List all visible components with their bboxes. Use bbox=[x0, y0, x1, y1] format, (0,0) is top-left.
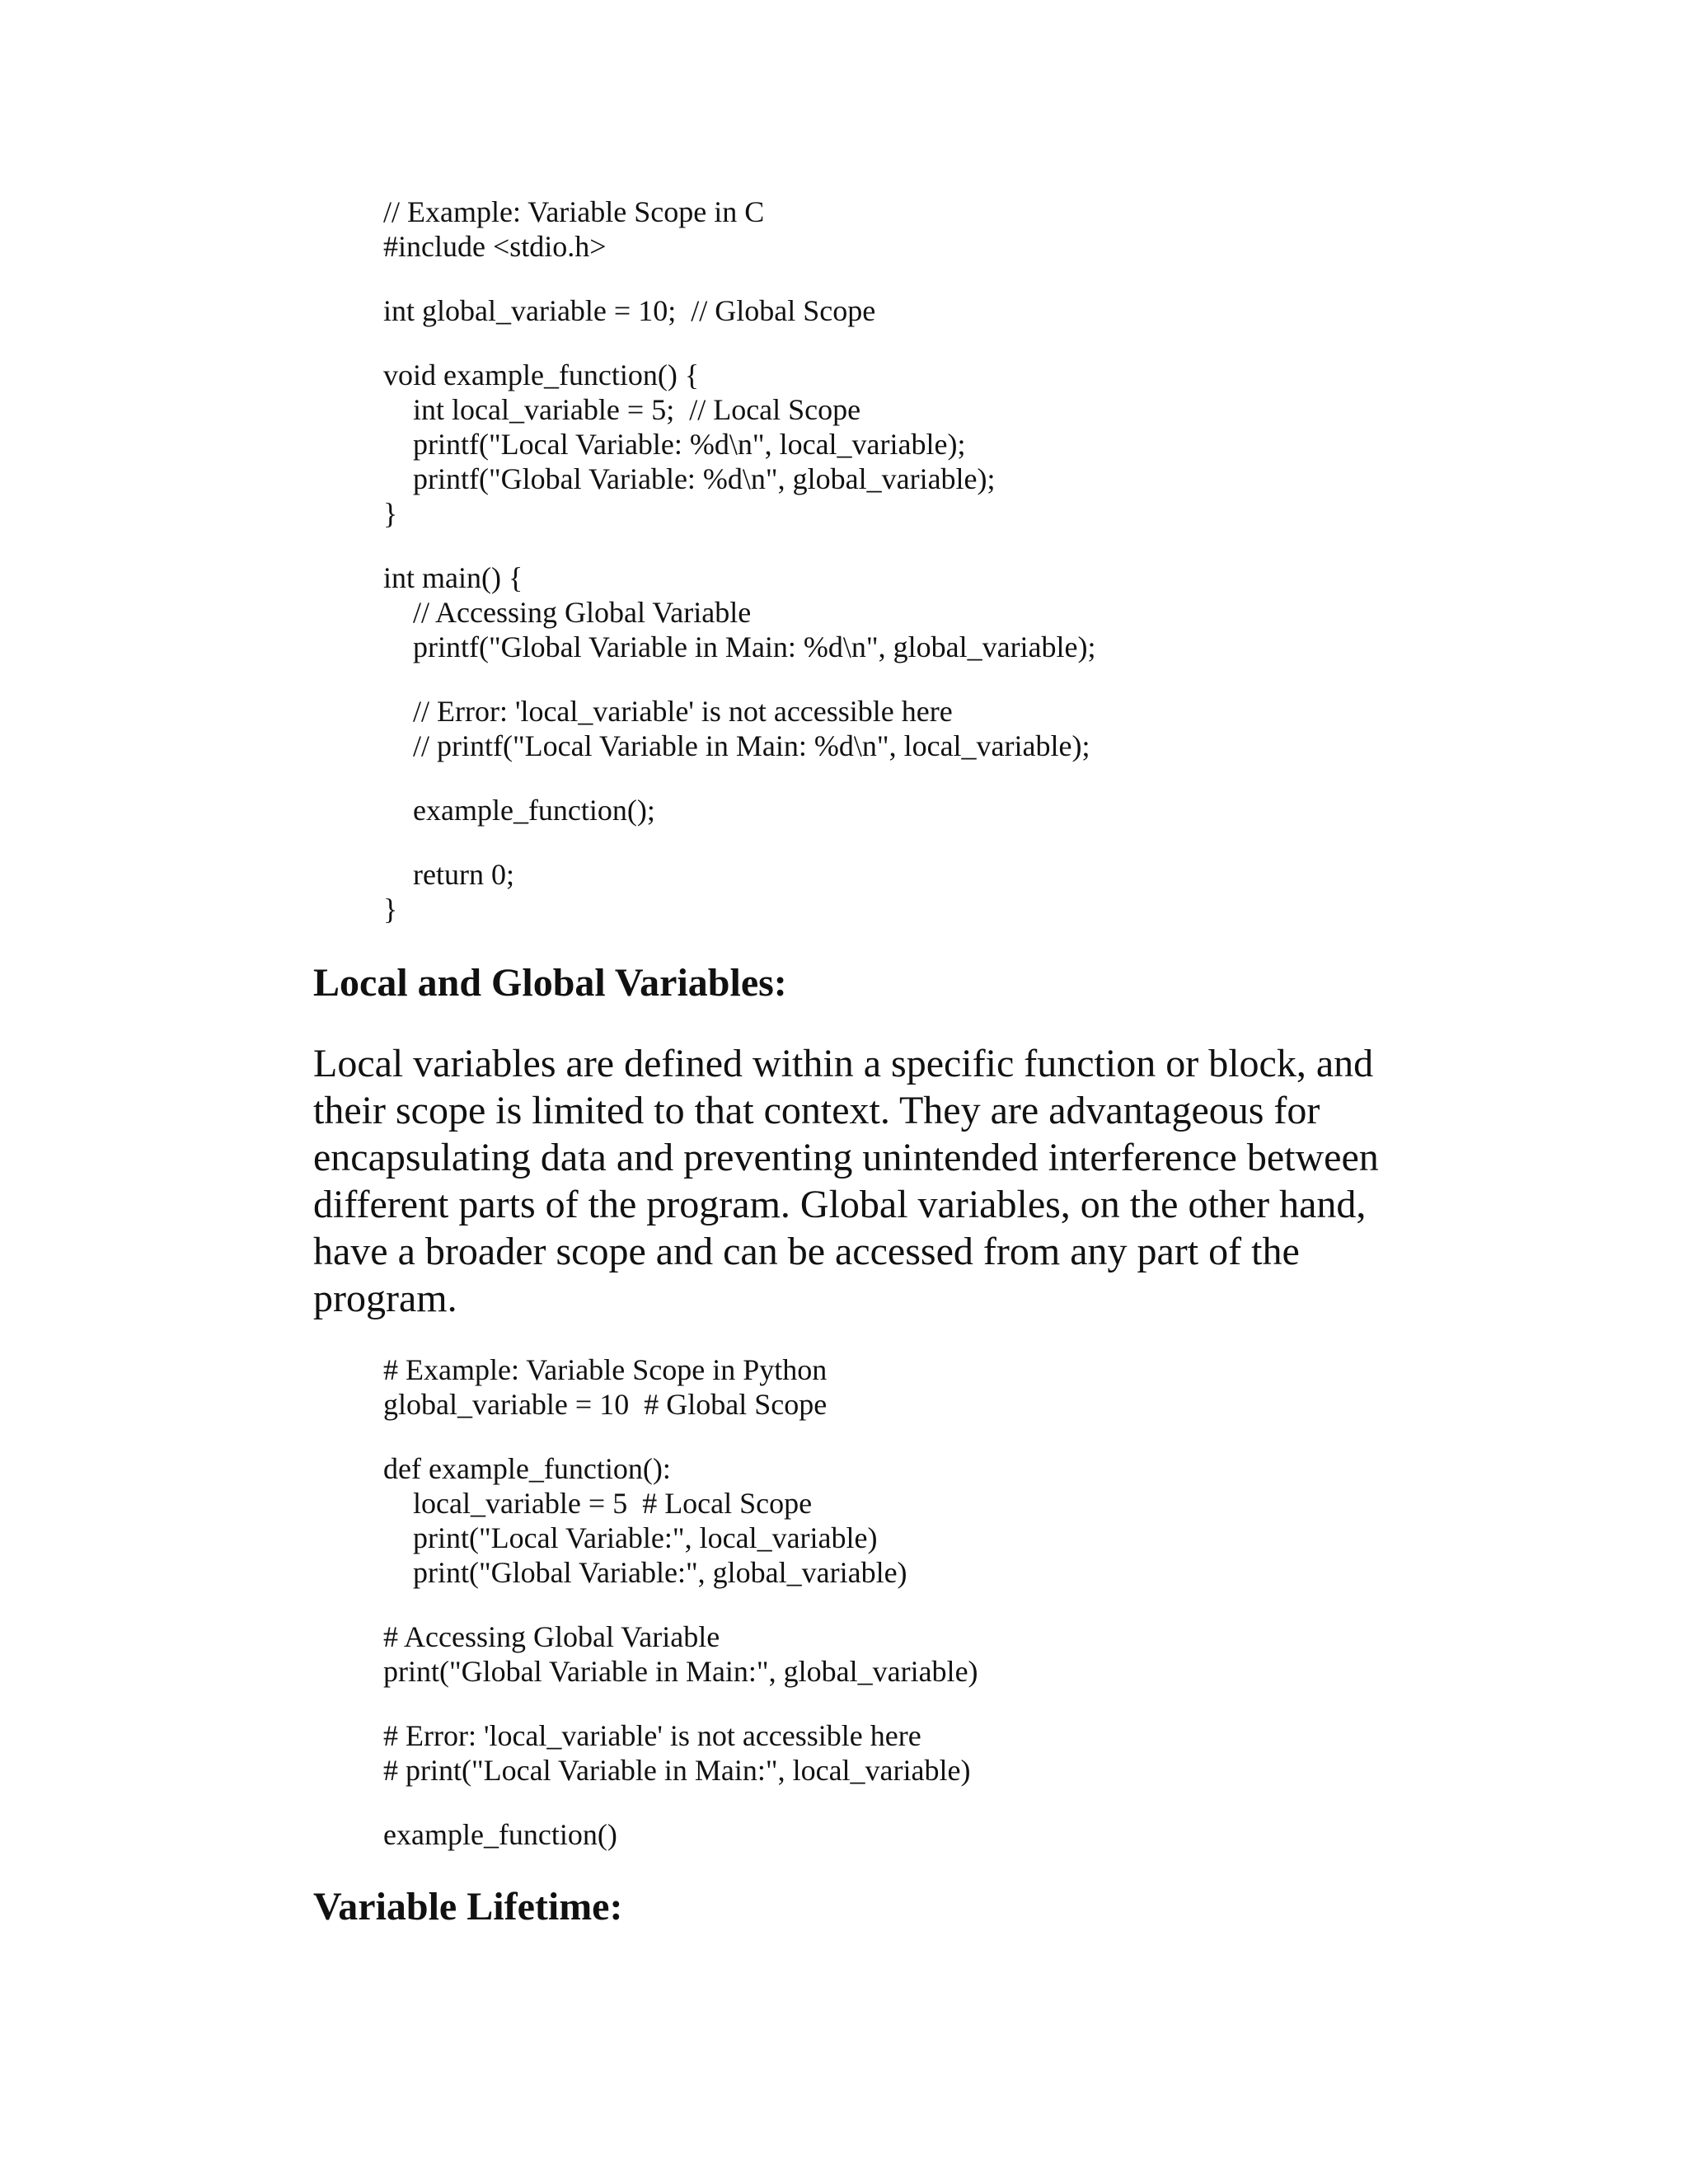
c-code-example bbox=[383, 194, 1096, 926]
c-code-line: // Error: 'local_variable' is not accessible here bbox=[383, 695, 953, 728]
python-code-blank-line bbox=[383, 1422, 978, 1451]
c-code-line: int main() { bbox=[383, 561, 523, 594]
c-code-line: } bbox=[383, 893, 398, 926]
c-code-line: #include <stdio.h> bbox=[383, 230, 607, 263]
python-code-blank-line bbox=[383, 1788, 978, 1817]
heading-local-global-variables: Local and Global Variables: bbox=[313, 961, 787, 1005]
python-code-line: print("Local Variable:", local_variable) bbox=[383, 1521, 878, 1554]
paragraph-line: their scope is limited to that context. They are advantageous for bbox=[313, 1089, 1320, 1132]
paragraph-line: program. bbox=[313, 1277, 457, 1320]
paragraph-line: encapsulating data and preventing unintended interference between bbox=[313, 1136, 1379, 1179]
c-code-line: } bbox=[383, 497, 398, 530]
c-code-blank-line bbox=[383, 763, 1096, 793]
c-code-blank-line bbox=[383, 664, 1096, 694]
python-code-line: print("Global Variable in Main:", global_variable) bbox=[383, 1655, 978, 1688]
paragraph-line: Local variables are defined within a specific function or block, and bbox=[313, 1042, 1374, 1085]
python-code-line: global_variable = 10 # Global Scope bbox=[383, 1388, 828, 1421]
paragraph-local-global-variables bbox=[313, 1040, 1434, 1322]
python-code-example bbox=[383, 1352, 978, 1852]
python-code-line: # Example: Variable Scope in Python bbox=[383, 1353, 828, 1386]
c-code-line: printf("Global Variable in Main: %d\n", global_variable); bbox=[383, 630, 1096, 663]
c-code-line: // Example: Variable Scope in C bbox=[383, 195, 765, 228]
c-code-line: printf("Local Variable: %d\n", local_variable); bbox=[383, 428, 966, 461]
heading-variable-lifetime: Variable Lifetime: bbox=[313, 1885, 623, 1929]
python-code-line: local_variable = 5 # Local Scope bbox=[383, 1487, 813, 1520]
python-code-line: # Accessing Global Variable bbox=[383, 1620, 720, 1653]
c-code-line: example_function(); bbox=[383, 794, 655, 827]
c-code-line: printf("Global Variable: %d\n", global_variable); bbox=[383, 462, 996, 495]
c-code-line: // Accessing Global Variable bbox=[383, 596, 752, 629]
c-code-line: void example_function() { bbox=[383, 359, 700, 391]
c-code-line: // printf("Local Variable in Main: %d\n", local_variable); bbox=[383, 729, 1090, 762]
c-code-line: return 0; bbox=[383, 858, 514, 891]
python-code-blank-line bbox=[383, 1590, 978, 1619]
c-code-blank-line bbox=[383, 827, 1096, 857]
python-code-line: # print("Local Variable in Main:", local_variable) bbox=[383, 1754, 971, 1787]
python-code-line: def example_function(): bbox=[383, 1452, 671, 1485]
c-code-line: int local_variable = 5; // Local Scope bbox=[383, 393, 861, 426]
paragraph-line: different parts of the program. Global variables, on the other hand, bbox=[313, 1183, 1367, 1226]
c-code-blank-line bbox=[383, 264, 1096, 293]
python-code-blank-line bbox=[383, 1689, 978, 1718]
python-code-line: example_function() bbox=[383, 1818, 617, 1851]
paragraph-line: have a broader scope and can be accessed from any part of the bbox=[313, 1230, 1300, 1273]
python-code-line: print("Global Variable:", global_variable) bbox=[383, 1556, 907, 1589]
c-code-blank-line bbox=[383, 531, 1096, 560]
c-code-line: int global_variable = 10; // Global Scope bbox=[383, 294, 876, 327]
python-code-line: # Error: 'local_variable' is not accessible here bbox=[383, 1719, 921, 1752]
c-code-blank-line bbox=[383, 328, 1096, 358]
